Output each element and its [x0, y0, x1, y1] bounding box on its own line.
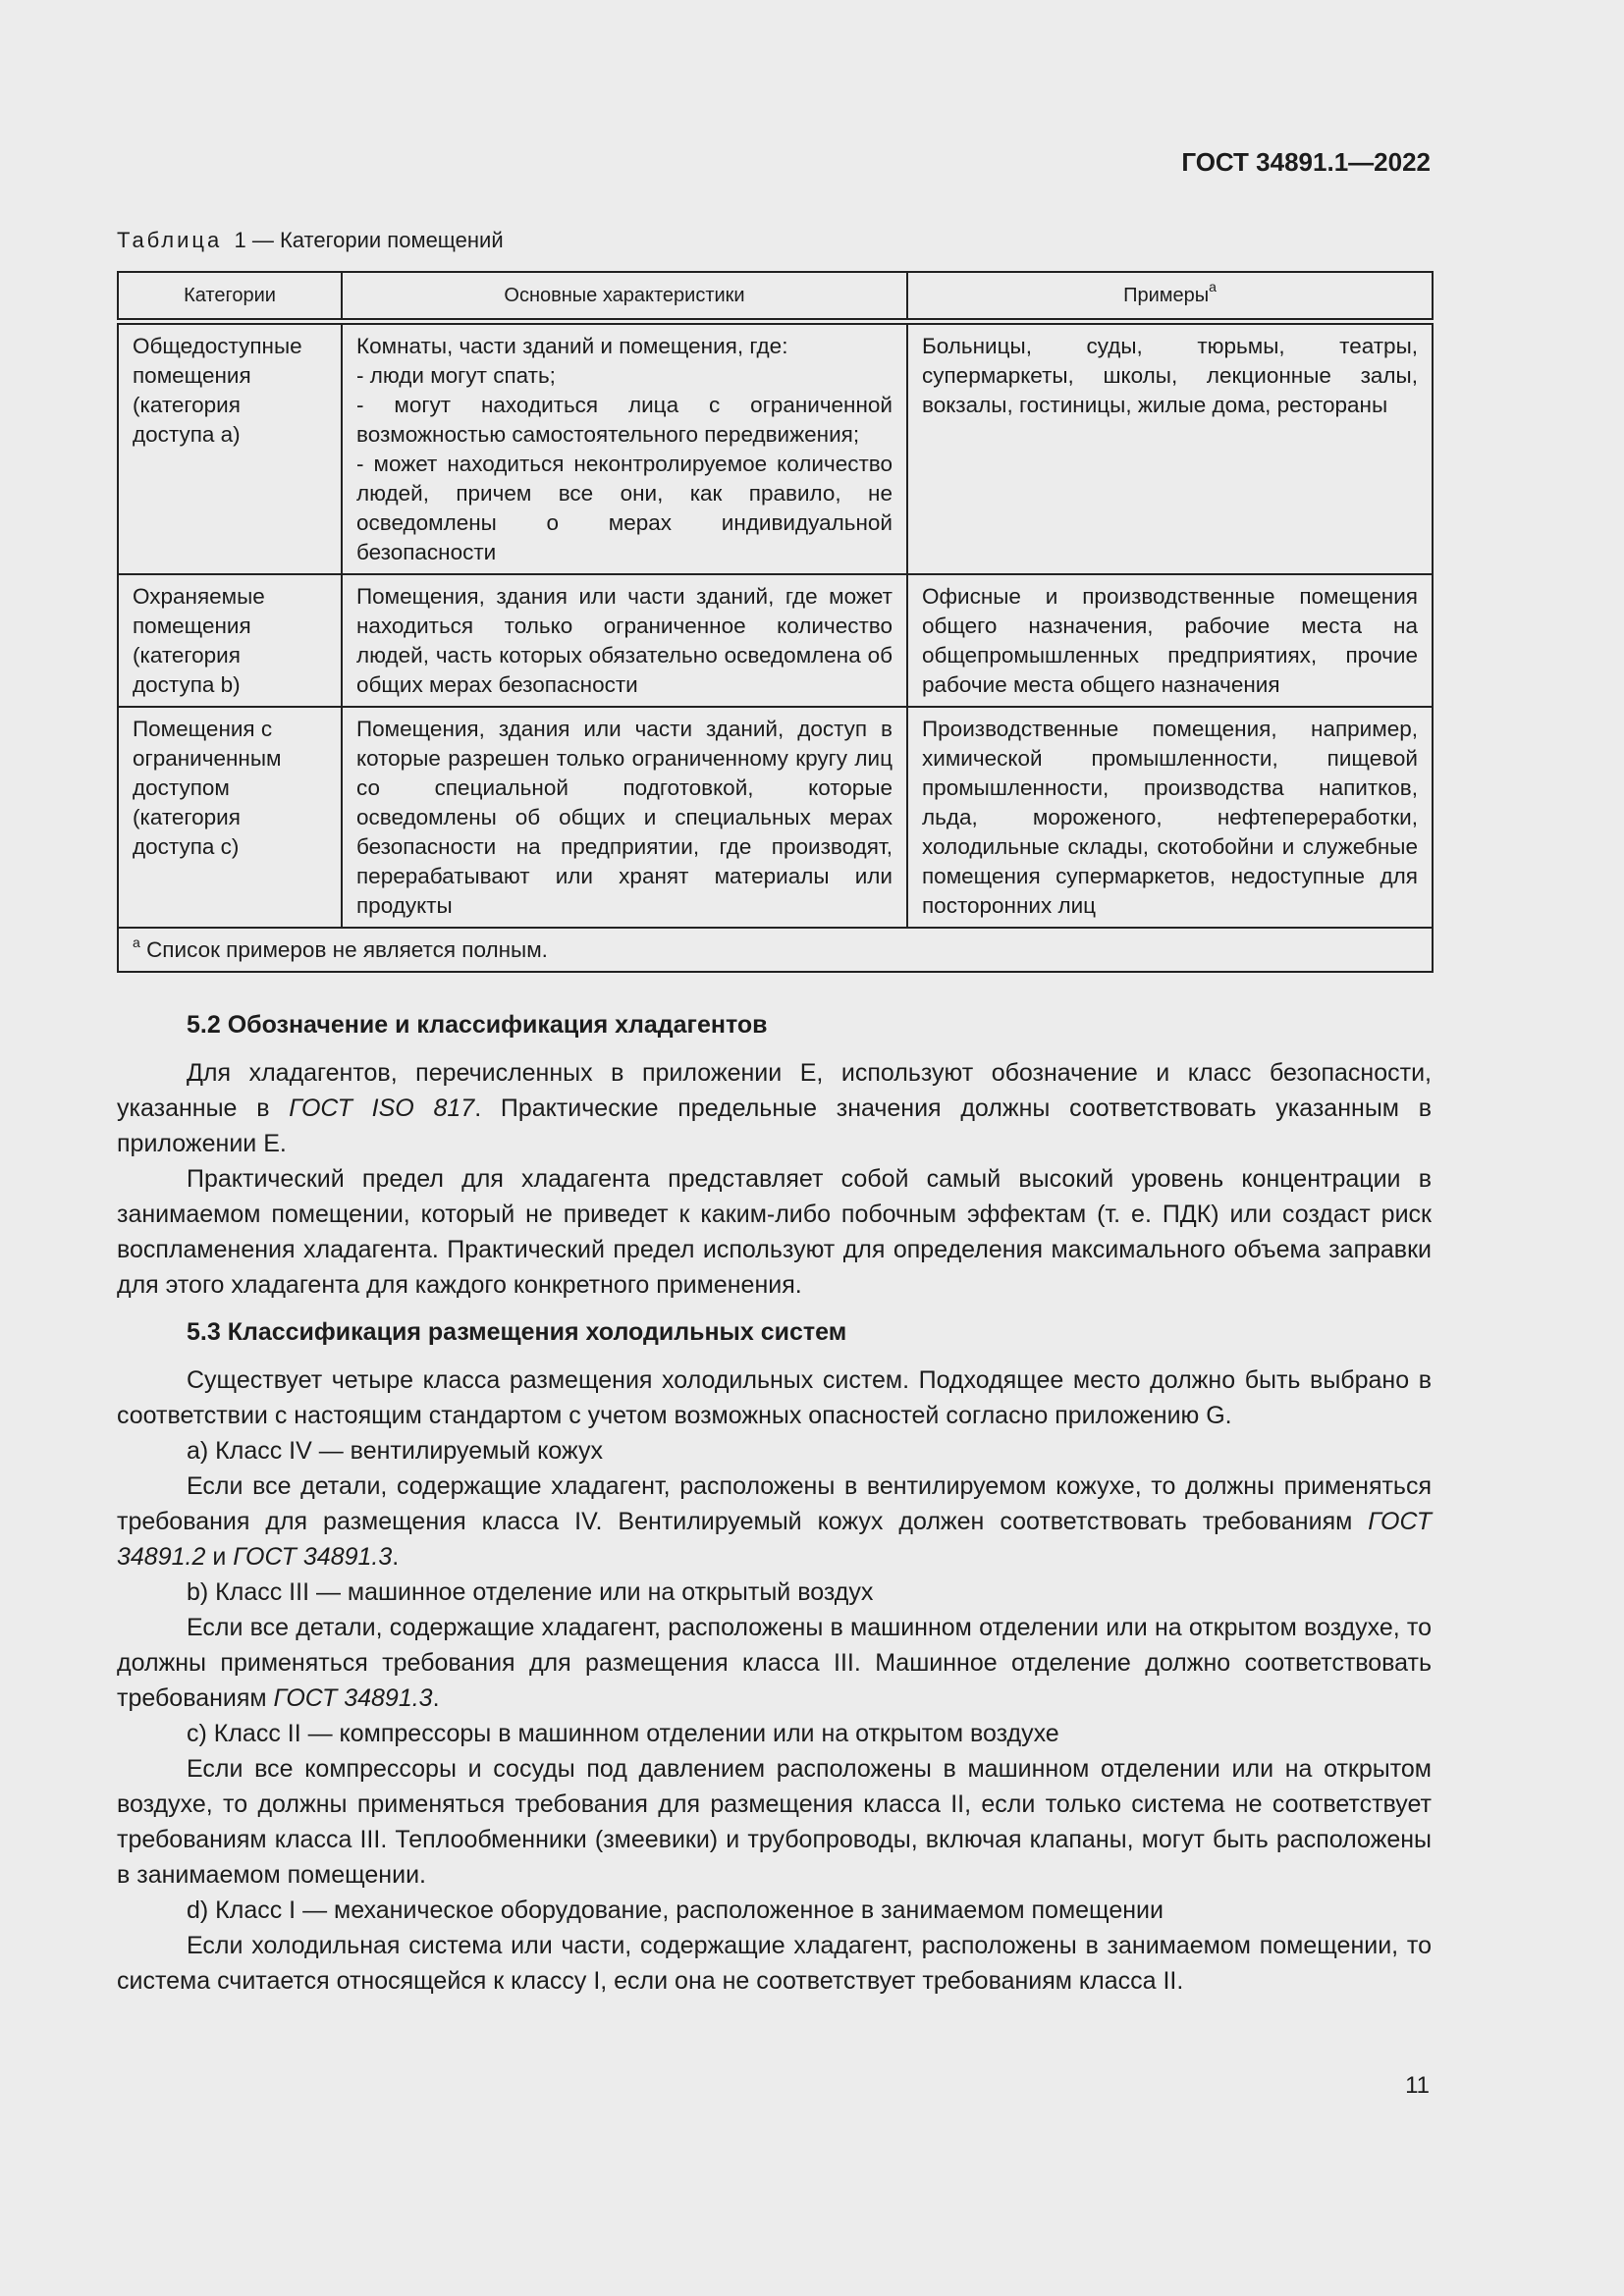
column-header-examples-label: Примеры: [1123, 285, 1210, 306]
document-body: [117, 1007, 1432, 1999]
list-item-title: b) Класс III — машинное отделение или на открытый воздух: [187, 1578, 874, 1606]
standard-reference: ГОСТ 34891.3: [273, 1684, 433, 1712]
table-footnote: [118, 928, 1433, 972]
page-number: 11: [1405, 2072, 1430, 2099]
examples-cell: Больницы, суды, тюрьмы, театры, супермаркеты, школы, лекционные залы, вокзалы, гостиницы, жилые дома, рестораны: [907, 322, 1433, 575]
category-cell: Общедоступные помещения (категория доступа a): [118, 322, 342, 575]
table-caption-title: 1 — Категории помещений: [234, 228, 504, 252]
document-header: ГОСТ 34891.1—2022: [1181, 147, 1431, 177]
table-header-row: [118, 272, 1433, 322]
table-caption-word: Таблица: [117, 228, 223, 252]
list-item-title: a) Класс IV — вентилируемый кожух: [187, 1437, 604, 1465]
examples-cell: Офисные и производственные помещения общего назначения, рабочие места на общепромышленных предприятиях, прочие рабочие места общего назначения: [907, 574, 1433, 707]
section-heading-5-2: 5.2 Обозначение и классификация хладагентов: [187, 1011, 768, 1039]
characteristics-intro: Комнаты, части зданий и помещения, где:: [356, 334, 788, 358]
table-row: [118, 322, 1433, 575]
paragraph: Если все детали, содержащие хладагент, расположены в вентилируемом кожухе, то должны применяться требования для размещения класса IV. Вентилируемый кожух должен соответствовать требованиям ГОСТ 34891.2 и ГОСТ 34891.3.: [117, 1472, 1432, 1571]
footnote-mark: a: [133, 934, 140, 950]
examples-cell: Производственные помещения, например, химической промышленности, пищевой промышленности, производства напитков, льда, мороженого, нефтепереработки, холодильные склады, скотобойни и служебные помещения супермаркетов, недоступные для посторонних лиц: [907, 707, 1433, 928]
paragraph: Существует четыре класса размещения холодильных систем. Подходящее место должно быть выбрано в соответствии с настоящим стандартом с учетом возможных опасностей согласно приложению G.: [117, 1366, 1432, 1429]
paragraph: Практический предел для хладагента представляет собой самый высокий уровень концентрации в занимаемом помещении, который не приведет к каким-либо побочным эффектам (т. е. ПДК) или создаст риск воспламенения хладагента. Практический предел используют для определения максимального объема заправки для этого хладагента для каждого конкретного применения.: [117, 1165, 1432, 1299]
table-row: [118, 707, 1433, 928]
characteristics-item: - могут находиться лица с ограниченной возможностью самостоятельного передвижения;: [356, 393, 893, 447]
standard-reference: ГОСТ ISO 817: [289, 1095, 475, 1122]
footnote-text: Список примеров не является полным.: [146, 937, 548, 962]
category-cell: Помещения с ограниченным доступом (категория доступа c): [118, 707, 342, 928]
paragraph: Если все детали, содержащие хладагент, расположены в машинном отделении или на открытом воздухе, то должны применяться требования для размещения класса III. Машинное отделение должно соответствовать требованиям ГОСТ 34891.3.: [117, 1614, 1432, 1712]
list-item-title: d) Класс I — механическое оборудование, расположенное в занимаемом помещении: [187, 1896, 1164, 1924]
column-header-footnote-mark: a: [1209, 279, 1217, 295]
section-heading-5-3: 5.3 Классификация размещения холодильных систем: [187, 1318, 847, 1346]
room-categories-table: [117, 271, 1434, 973]
paragraph: Если все компрессоры и сосуды под давлением расположены в машинном отделении или на открытом воздухе, то должны применяться требования для размещения класса II, если только система не соответствует требованиям класса III. Теплообменники (змеевики) и трубопроводы, включая клапаны, могут быть расположены в занимаемом помещении.: [117, 1755, 1432, 1889]
characteristics-cell: Помещения, здания или части зданий, где может находиться только ограниченное количество людей, часть которых обязательно осведомлена об общих мерах безопасности: [342, 574, 907, 707]
standard-reference: ГОСТ 34891.2: [117, 1508, 1432, 1571]
standard-reference: ГОСТ 34891.3: [233, 1543, 393, 1571]
characteristics-cell: [342, 322, 907, 575]
characteristics-cell: Помещения, здания или части зданий, доступ в которые разрешен только ограниченному кругу лиц со специальной подготовкой, которые осведомлены об общих и специальных мерах безопасности на предприятии, где производят, перерабатывают или хранят материалы или продукты: [342, 707, 907, 928]
table-caption: [117, 228, 504, 253]
column-header-characteristics: Основные характеристики: [342, 272, 907, 322]
column-header-examples: [907, 272, 1433, 322]
list-item-title: c) Класс II — компрессоры в машинном отделении или на открытом воздухе: [187, 1720, 1059, 1747]
category-cell: Охраняемые помещения (категория доступа b): [118, 574, 342, 707]
paragraph: Для хладагентов, перечисленных в приложении E, используют обозначение и класс безопасности, указанные в ГОСТ ISO 817. Практические предельные значения должны соответствовать указанным в приложении E.: [117, 1059, 1432, 1157]
column-header-categories: Категории: [118, 272, 342, 322]
characteristics-item: - люди могут спать;: [356, 363, 556, 388]
table-footnote-row: [118, 928, 1433, 972]
characteristics-item: - может находиться неконтролируемое количество людей, причем все они, как правило, не осведомлены о мерах индивидуальной безопасности: [356, 452, 893, 564]
paragraph: Если холодильная система или части, содержащие хладагент, расположены в занимаемом помещении, то система считается относящейся к классу I, если она не соответствует требованиям класса II.: [117, 1932, 1432, 1995]
table-row: [118, 574, 1433, 707]
